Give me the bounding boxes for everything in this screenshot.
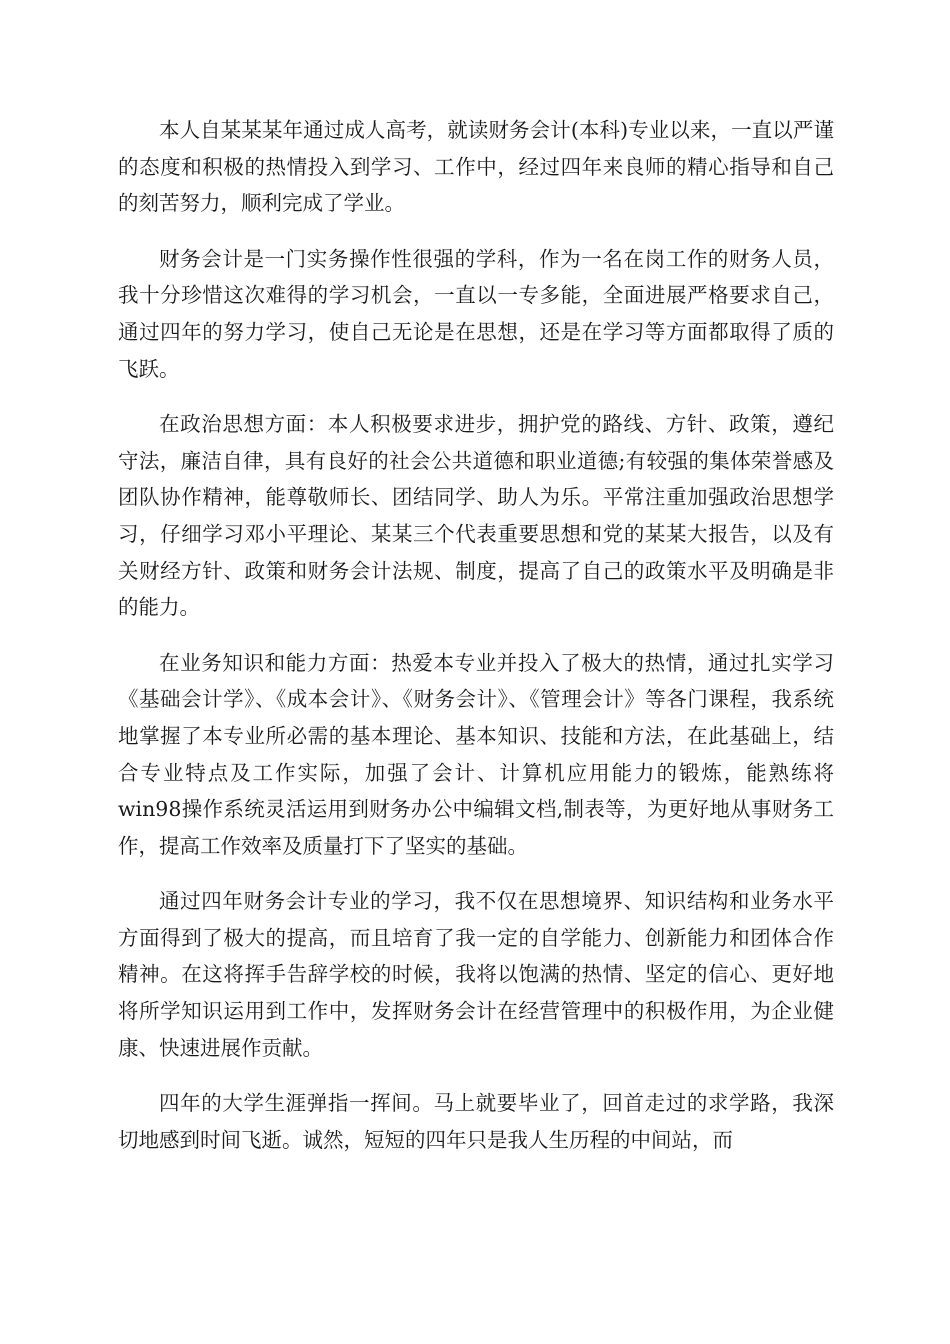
paragraph: 在政治思想方面：本人积极要求进步，拥护党的路线、方针、政策，遵纪守法，廉洁自律，具有良好的社会公共道德和职业道德;有较强的集体荣誉感及团队协作精神，能尊敬师长、团结同学、助人为乐。平常注重加强政治思想学习，仔细学习邓小平理论、某某三个代表重要思想和党的某某大报告，以及有关财经方针、政策和财务会计法规、制度，提高了自己的政策水平及明确是非的能力。	[118, 412, 834, 620]
paragraph: 财务会计是一门实务操作性很强的学科，作为一名在岗工作的财务人员，我十分珍惜这次难得的学习机会，一直以一专多能，全面进展严格要求自己，通过四年的努力学习，使自己无论是在思想，还是在学习等方面都取得了质的飞跃。	[118, 246, 834, 381]
paragraph: 四年的大学生涯弹指一挥间。马上就要毕业了，回首走过的求学路，我深切地感到时间飞逝。诚然，短短的四年只是我人生历程的中间站，而	[118, 1091, 834, 1152]
paragraph: 本人自某某某年通过成人高考，就读财务会计(本科)专业以来，一直以严谨的态度和积极的热情投入到学习、工作中，经过四年来良师的精心指导和自己的刻苦努力，顺利完成了学业。	[118, 118, 834, 216]
paragraph: 通过四年财务会计专业的学习，我不仅在思想境界、知识结构和业务水平方面得到了极大的提高，而且培育了我一定的自学能力、创新能力和团体合作精神。在这将挥手告辞学校的时候，我将以饱满的热情、坚定的信心、更好地将所学知识运用到工作中，发挥财务会计在经营管理中的积极作用，为企业健康、快速进展作贡献。	[118, 889, 834, 1060]
document-body	[118, 112, 834, 1177]
paragraph: 在业务知识和能力方面：热爱本专业并投入了极大的热情，通过扎实学习《基础会计学》、《成本会计》、《财务会计》、《管理会计》等各门课程，我系统地掌握了本专业所必需的基本理论、基本知识、技能和方法，在此基础上，结合专业特点及工作实际，加强了会计、计算机应用能力的锻炼，能熟练将win98操作系统灵活运用到财务办公中编辑文档,制表等，为更好地从事财务工作，提高工作效率及质量打下了坚实的基础。	[118, 650, 834, 858]
